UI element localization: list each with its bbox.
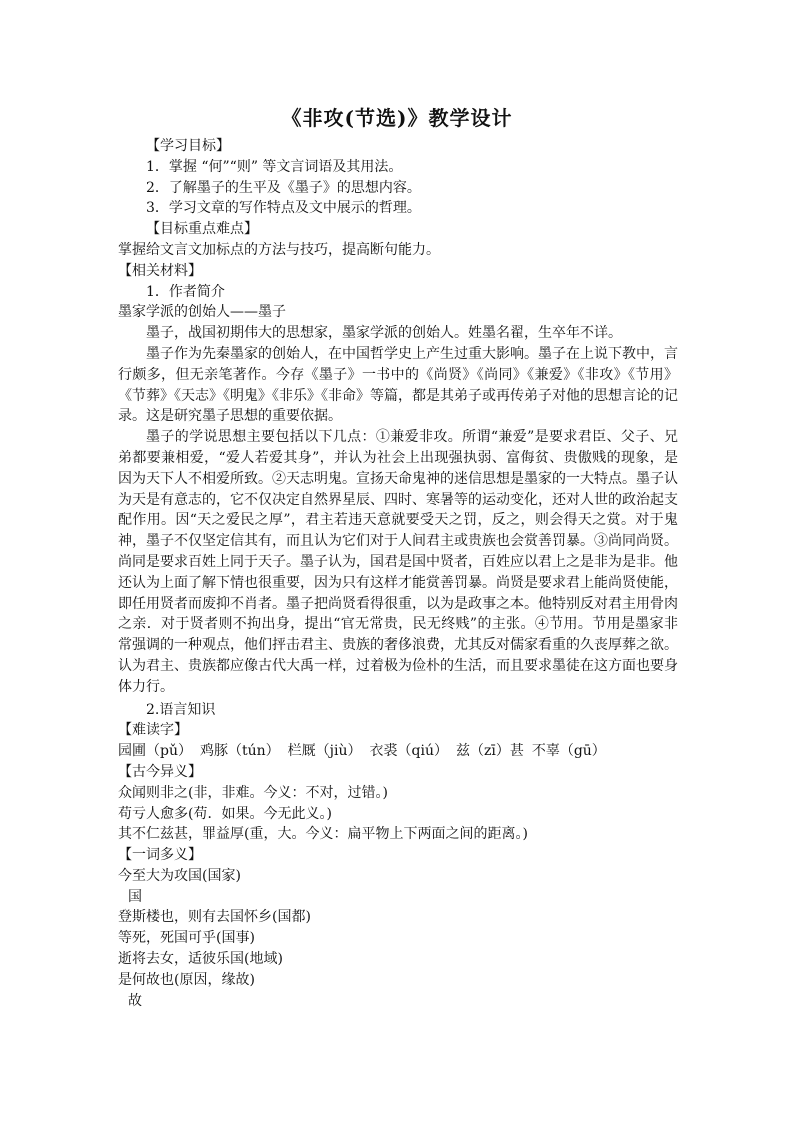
polysemy-word: 国 (128, 888, 142, 905)
paragraph-influence: 墨子作为先秦墨家的创始人，在中国哲学史上产生过重大影响。墨子在上说下教中，言行颇多，但无亲笔著作。今存《墨子》一书中的《尚贤》《尚同》《兼爱》《非攻》《节用》《节葬》《天志》《明鬼》《非乐》《非命》等篇，都是其弟子或再传弟子对他的思想言论的记录。这是研究墨子思想的重要依据。 (118, 345, 678, 425)
section-heading-materials: 【相关材料】 (118, 262, 202, 279)
section-heading-polysemy: 【一词多义】 (118, 847, 202, 864)
subsection-author-intro: 1．作者简介 (146, 283, 225, 300)
hard-char-item: 栏厩（jiù） (287, 743, 362, 760)
key-point-text: 掌握给文言文加标点的方法与技巧，提高断句能力。 (118, 241, 440, 258)
author-summary: 墨子，战国初期伟大的思想家，墨家学派的创始人。姓墨名翟，生卒年不详。 (146, 325, 622, 342)
hard-char-item: 鸡豚（tún） (199, 743, 280, 760)
hard-char-item: 园圃（pǔ） (118, 743, 192, 760)
polysemy-example: 逝将去女，适彼乐国(地域) (118, 951, 283, 968)
subsection-language: 2.语言知识 (146, 701, 216, 718)
section-heading-key-points: 【目标重点难点】 (146, 221, 258, 238)
meaning-item: 众闻则非之(非，非难。今义：不对，过错。) (118, 784, 388, 801)
paragraph-doctrines: 墨子的学说思想主要包括以下几点：①兼爱非攻。所谓“兼爱”是要求君臣、父子、兄弟都要兼相爱，“爱人若爱其身”，并认为社会上出现强执弱、富侮贫、贵傲贱的现象，是因为天下人不相爱所致。②天志明鬼。宣扬天命鬼神的迷信思想是墨家的一大特点。墨子认为天是有意志的，它不仅决定自然界星辰、四时、寒暑等的运动变化，还对人世的政治起支配作用。因“天之爱民之厚”，君主若违天意就要受天之罚，反之，则会得天之赏。对于鬼神，墨子不仅坚定信其有，而且认为它们对于人间君主或贵族也会赏善罚暴。③尚同尚贤。尚同是要求百姓上同于天子。墨子认为，国君是国中贤者，百姓应以君上之是非为是非。他还认为上面了解下情也很重要，因为只有这样才能赏善罚暴。尚贤是要求君上能尚贤使能，即任用贤者而废抑不肖者。墨子把尚贤看得很重，以为是政事之本。他特别反对君主用骨肉之亲．对于贤者则不拘出身，提出“官无常贵，民无终贱”的主张。④节用。节用是墨家非常强调的一种观点，他们抨击君主、贵族的奢侈浪费，尤其反对儒家看重的久丧厚葬之欲。认为君主、贵族都应像古代大禹一样，过着极为俭朴的生活，而且要求墨徒在这方面也要身体力行。 (118, 429, 678, 695)
document-body (118, 136, 678, 1011)
section-heading-hard-chars: 【难读字】 (118, 722, 188, 739)
polysemy-example: 登斯楼也，则有去国怀乡(国都) (118, 909, 311, 926)
document-title: 《非攻(节选)》教学设计 (281, 106, 513, 130)
author-heading: 墨家学派的创始人——墨子 (118, 304, 286, 321)
meaning-item: 苟亏人愈多(苟．如果。今无此义。) (118, 805, 332, 822)
polysemy-example: 今至大为攻国(国家) (118, 867, 241, 884)
section-heading-objectives: 【学习目标】 (146, 138, 230, 154)
objective-item: 3．学习文章的写作特点及文中展示的哲理。 (146, 200, 421, 217)
hard-char-item: 衣裘（qiú） (369, 743, 448, 760)
hard-chars-row (118, 741, 678, 762)
section-heading-meaning-change: 【古今异义】 (118, 763, 202, 780)
meaning-item: 其不仁兹甚，罪益厚(重，大。今义：扁平物上下两面之间的距离。) (118, 826, 528, 843)
polysemy-word: 故 (128, 992, 142, 1009)
polysemy-example: 等死，死国可乎(国事) (118, 930, 255, 947)
objective-item: 2．了解墨子的生平及《墨子》的思想内容。 (146, 179, 421, 196)
objective-item: 1．掌握 “何”“则” 等文言词语及其用法。 (146, 158, 403, 175)
hard-char-item: 不辜（gū） (531, 743, 606, 760)
hard-char-item: 兹（zī）甚 (455, 743, 524, 760)
polysemy-example: 是何故也(原因，缘故) (118, 971, 255, 988)
